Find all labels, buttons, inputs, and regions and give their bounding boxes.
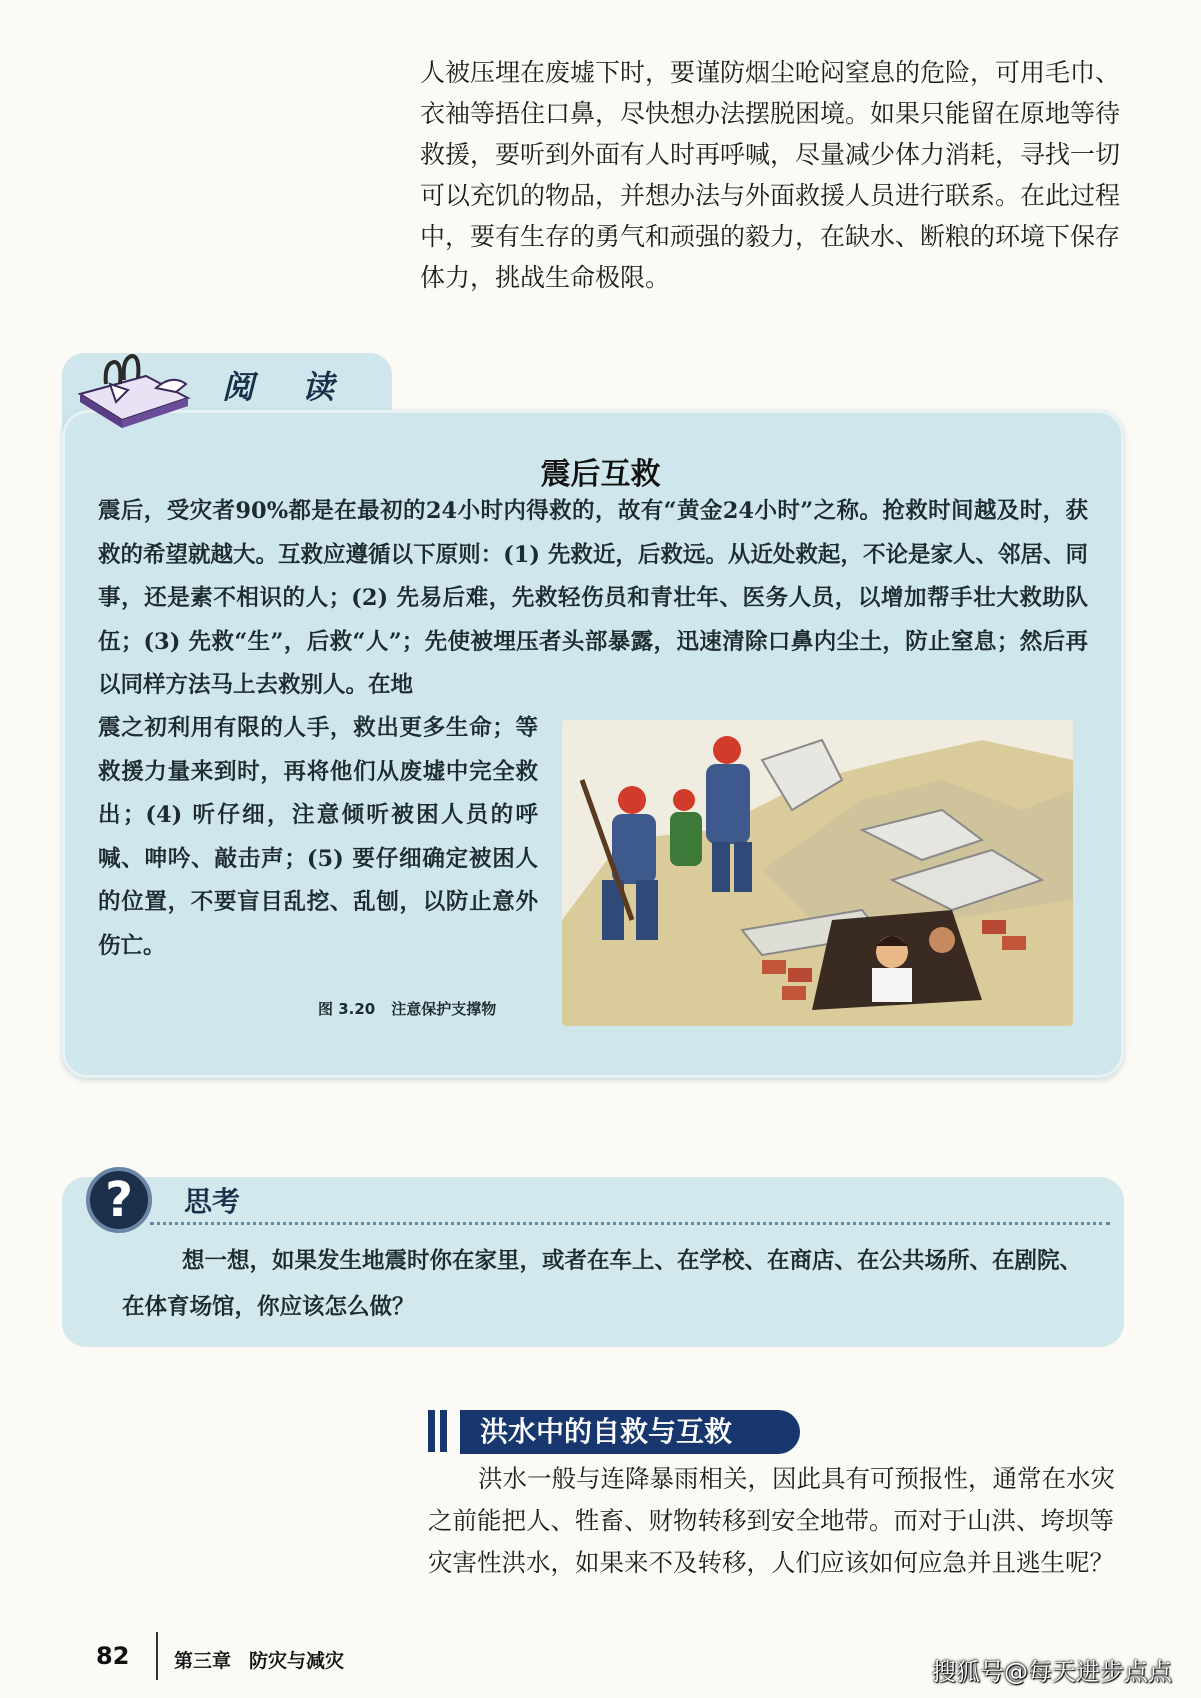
footer-chapter: [174, 1646, 344, 1673]
chapter-number: 第三章: [174, 1650, 232, 1672]
reading-label: 阅读: [222, 368, 383, 406]
reading-title: 震后互救: [540, 457, 661, 492]
figure-caption: [318, 998, 496, 1019]
think-label: 思考: [184, 1185, 241, 1218]
earthquake-rescue-illustration: [562, 720, 1073, 1026]
watermark: 搜狐号@每天进步点点: [932, 1658, 1172, 1686]
think-divider: [150, 1222, 1110, 1225]
chapter-title: 防灾与减灾: [249, 1650, 345, 1672]
book-icon: [76, 344, 194, 436]
section-marker: [428, 1410, 454, 1452]
section-heading: 洪水中的自救与互救: [460, 1410, 800, 1454]
figure-caption-text: 注意保护支撑物: [391, 1000, 497, 1018]
think-text: 想一想，如果发生地震时你在家里，或者在车上、在学校、在商店、在公共场所、在剧院、在体育场馆，你应该怎么做？: [122, 1248, 1083, 1320]
section-paragraph: 洪水一般与连降暴雨相关，因此具有可预报性，通常在水灾之前能把人、牲畜、财物转移到安全地带。而对于山洪、垮坝等灾害性洪水，如果来不及转移，人们应该如何应急并且逃生呢？: [428, 1464, 1115, 1577]
question-icon: ?: [86, 1167, 152, 1233]
reading-paragraph-continued: 震之初利用有限的人手，救出更多生命；等救援力量来到时，再将他们从废墟中完全救出；(4) 听仔细，注意倾听被困人员的呼喊、呻吟、敲击声；(5) 要仔细确定被困人的位置，不要盲目乱挖、乱刨，以防止意外伤亡。: [98, 715, 538, 959]
footer-divider: [156, 1632, 158, 1680]
page-number: 82: [96, 1642, 130, 1670]
figure-number: 图 3.20: [318, 1000, 376, 1018]
reading-paragraph: 震后，受灾者90%都是在最初的24小时内得救的，故有“黄金24小时”之称。抢救时间越及时，获救的希望就越大。互救应遵循以下原则：(1) 先救近，后救远。从近处救起，不论是家人、邻居、同事，还是素不相识的人；(2) 先易后难，先救轻伤员和青壮年、医务人员，以增加帮手壮大救助队伍；(3) 先救“生”，后救“人”；先使被埋压者头部暴露，迅速清除口鼻内尘土，防止窒息；然后再以同样方法马上去救别人。在地: [98, 498, 1088, 698]
top-paragraph: 人被压埋在废墟下时，要谨防烟尘呛闷窒息的危险，可用毛巾、衣袖等捂住口鼻，尽快想办法摆脱困境。如果只能留在原地等待救援，要听到外面有人时再呼喊，尽量减少体力消耗，寻找一切可以充饥的物品，并想办法与外面救援人员进行联系。在此过程中，要有生存的勇气和顽强的毅力，在缺水、断粮的环境下保存体力，挑战生命极限。: [420, 58, 1121, 292]
